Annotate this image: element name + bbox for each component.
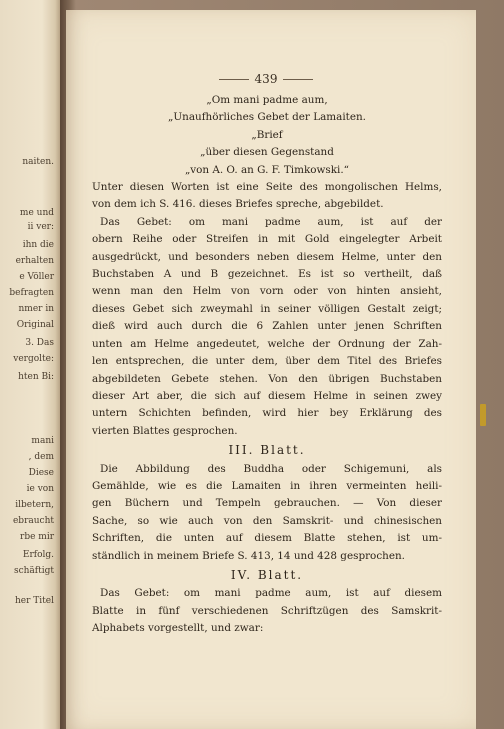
facing-page-edge	[0, 0, 60, 729]
facing-page-fragment: ebraucht	[12, 516, 54, 526]
facing-page-fragment: erhalten	[15, 256, 54, 266]
text-line: Alphabets vorgestellt, und zwar:	[92, 622, 264, 635]
text-line: ständlich in meinem Briefe S. 413, 14 und 428 gesprochen.	[92, 549, 405, 562]
page-number: 439	[254, 72, 278, 86]
text-line: Blatte in fünf verschiedenen Schriftzügen des Samskrit-	[92, 604, 442, 617]
facing-page-fragment: e Völler	[19, 272, 54, 282]
facing-page-fragment: nmer in	[18, 304, 54, 314]
facing-page-fragment: naiten.	[22, 157, 54, 167]
text-line: len entsprechen, die unter dem, über dem Titel des Briefes	[92, 355, 442, 368]
facing-page-fragment: Diese	[28, 468, 54, 478]
text-line: unten am Helme angedeutet, welche der Ordnung der Zah-	[92, 337, 442, 350]
title-line: „über diesen Gegenstand	[200, 146, 334, 159]
text-line: Das Gebet: om mani padme aum, ist auf der	[100, 215, 442, 228]
paragraph-buddha	[92, 461, 442, 565]
text-line: von dem ich S. 416. dieses Briefes spreche, abgebildet.	[92, 198, 384, 211]
section-heading-iv: IV. Blatt.	[230, 567, 304, 582]
facing-page-fragment: rbe mir	[20, 532, 54, 542]
letter-title	[92, 92, 442, 179]
facing-page-fragment: , dem	[28, 452, 54, 462]
text-line: Sache, so wie auch von den Samskrit- und chinesischen	[92, 514, 442, 527]
facing-page-fragment: her Titel	[15, 596, 54, 606]
text-line: vierten Blattes gesprochen.	[92, 424, 238, 437]
facing-page-fragment: Original	[16, 320, 54, 330]
title-line: „Unaufhörliches Gebet der Lamaiten.	[167, 111, 366, 124]
intro-paragraph	[92, 179, 442, 214]
title-line: „Om mani padme aum,	[206, 94, 328, 106]
page-text	[92, 70, 442, 638]
facing-page-fragment: Erfolg.	[22, 550, 54, 560]
facing-page-fragment: mani	[31, 436, 54, 446]
paragraph-samskrit	[92, 585, 442, 637]
title-line: „von A. O. an G. F. Timkowski.“	[185, 163, 349, 176]
facing-page-fragment: ie von	[26, 484, 54, 494]
title-line: „Brief	[251, 128, 283, 141]
text-line: untern Schichten befinden, wird hier bey Erklärung des	[92, 407, 442, 420]
facing-page-fragment: hten Bi:	[18, 372, 54, 382]
text-line: Die Abbildung des Buddha oder Schigemuni, als	[100, 462, 442, 475]
text-line: abgebildeten Gebete stehen. Von den übrigen Buchstaben	[92, 372, 442, 385]
facing-page-fragment: ilbetern,	[15, 500, 54, 510]
text-line: dieß wird auch durch die 6 Zahlen unter jenen Schriften	[92, 320, 442, 333]
text-line: dieses Gebet sich zweymahl in seiner völligen Gestalt zeigt;	[92, 302, 442, 315]
paragraph-prayer	[92, 214, 442, 440]
section-heading-iii: III. Blatt.	[228, 443, 306, 458]
text-line: dieser Art aber, die sich auf diesem Helme in seinen zwey	[92, 389, 442, 402]
text-line: ausgedrückt, und besonders neben diesem Helme, unter den	[92, 250, 442, 263]
text-line: gen Büchern und Tempeln gebrauchen. — Von dieser	[92, 497, 442, 510]
facing-page-fragment: ihn die	[22, 240, 54, 250]
facing-page-fragment: ii ver:	[27, 222, 54, 232]
facing-page-fragment: befragten	[9, 288, 54, 298]
facing-page-fragment: 3. Das	[25, 338, 54, 348]
facing-page-fragment: schäftigt	[13, 566, 54, 576]
facing-page-fragment: me und	[19, 208, 54, 218]
facing-page-fragment: vergolte:	[13, 354, 54, 364]
text-line: Unter diesen Worten ist eine Seite des mongolischen Helms,	[92, 181, 442, 194]
text-line: obern Reihe oder Streifen in mit Gold eingelegter Arbeit	[92, 233, 442, 246]
text-line: Gemählde, wie es die Lamaiten in ihren vermeinten heili-	[92, 479, 442, 492]
text-line: wenn man den Helm von vorn oder von hinten ansieht,	[92, 285, 442, 298]
bookmark-ribbon	[480, 404, 486, 426]
text-line: Das Gebet: om mani padme aum, ist auf diesem	[100, 587, 442, 600]
text-line: Schriften, die unten auf diesem Blatte stehen, ist um-	[92, 532, 442, 545]
text-line: Buchstaben A und B gezeichnet. Es ist so vertheilt, daß	[92, 268, 442, 281]
